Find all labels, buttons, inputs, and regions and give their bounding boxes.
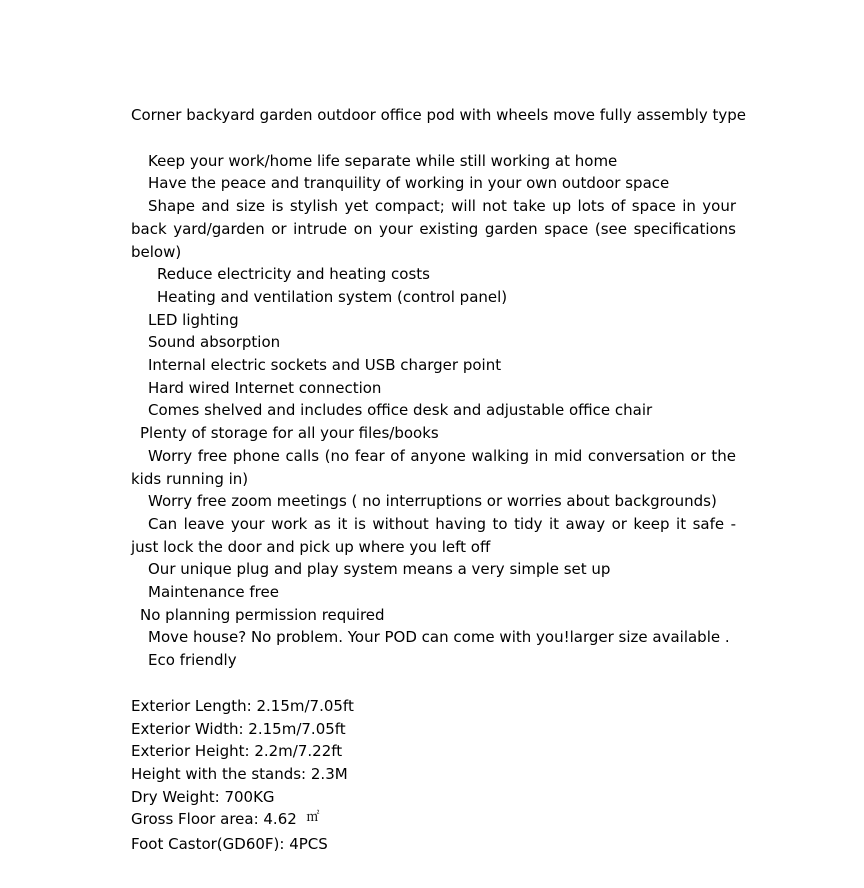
spec-foot-castor: Foot Castor(GD60F): 4PCS <box>131 835 328 854</box>
feature-item: Heating and ventilation system (control panel) <box>157 287 508 306</box>
feature-item: Hard wired Internet connection <box>148 378 382 397</box>
feature-item: Worry free phone calls (no fear of anyone walking in mid conversation or the kids running in) <box>131 446 736 488</box>
feature-item: Can leave your work as it is without having to tidy it away or keep it safe - just lock the door and pick up where you left off <box>131 514 736 556</box>
feature-item: Worry free zoom meetings ( no interruptions or worries about backgrounds) <box>148 492 717 511</box>
feature-item: Eco friendly <box>148 651 237 670</box>
spec-exterior-width: Exterior Width: 2.15m/7.05ft <box>131 719 346 738</box>
feature-item: Move house? No problem. Your POD can come with you!larger size available . <box>148 628 730 647</box>
feature-list <box>131 150 736 672</box>
feature-item: Maintenance free <box>148 583 279 602</box>
spec-gross-floor-area <box>131 808 736 833</box>
feature-item: Shape and size is stylish yet compact; will not take up lots of space in your back yard/garden or intrude on your existing garden space (see specifications below) <box>131 197 736 261</box>
spec-exterior-height: Exterior Height: 2.2m/7.22ft <box>131 742 343 761</box>
spec-height-with-stands: Height with the stands: 2.3M <box>131 764 348 783</box>
document-page <box>131 104 747 872</box>
square-meter-unit: ㎡ <box>306 810 320 826</box>
feature-item: LED lighting <box>148 310 239 329</box>
document-title: Corner backyard garden outdoor office pod with wheels move fully assembly type <box>131 106 747 124</box>
feature-item: No planning permission required <box>140 605 385 624</box>
feature-item: Keep your work/home life separate while still working at home <box>148 151 618 170</box>
feature-item: Our unique plug and play system means a very simple set up <box>148 560 611 579</box>
feature-item: Internal electric sockets and USB charger point <box>148 356 502 375</box>
feature-item: Comes shelved and includes office desk and adjustable office chair <box>148 401 653 420</box>
spec-list <box>131 695 736 856</box>
feature-item: Plenty of storage for all your files/books <box>140 424 439 443</box>
spec-gross-floor-area-value: Gross Floor area: 4.62 <box>131 810 297 829</box>
spec-exterior-length: Exterior Length: 2.15m/7.05ft <box>131 696 354 715</box>
feature-item: Reduce electricity and heating costs <box>157 265 430 284</box>
spec-dry-weight: Dry Weight: 700KG <box>131 787 275 806</box>
feature-item: Sound absorption <box>148 333 281 352</box>
feature-item: Have the peace and tranquility of working in your own outdoor space <box>148 174 670 193</box>
